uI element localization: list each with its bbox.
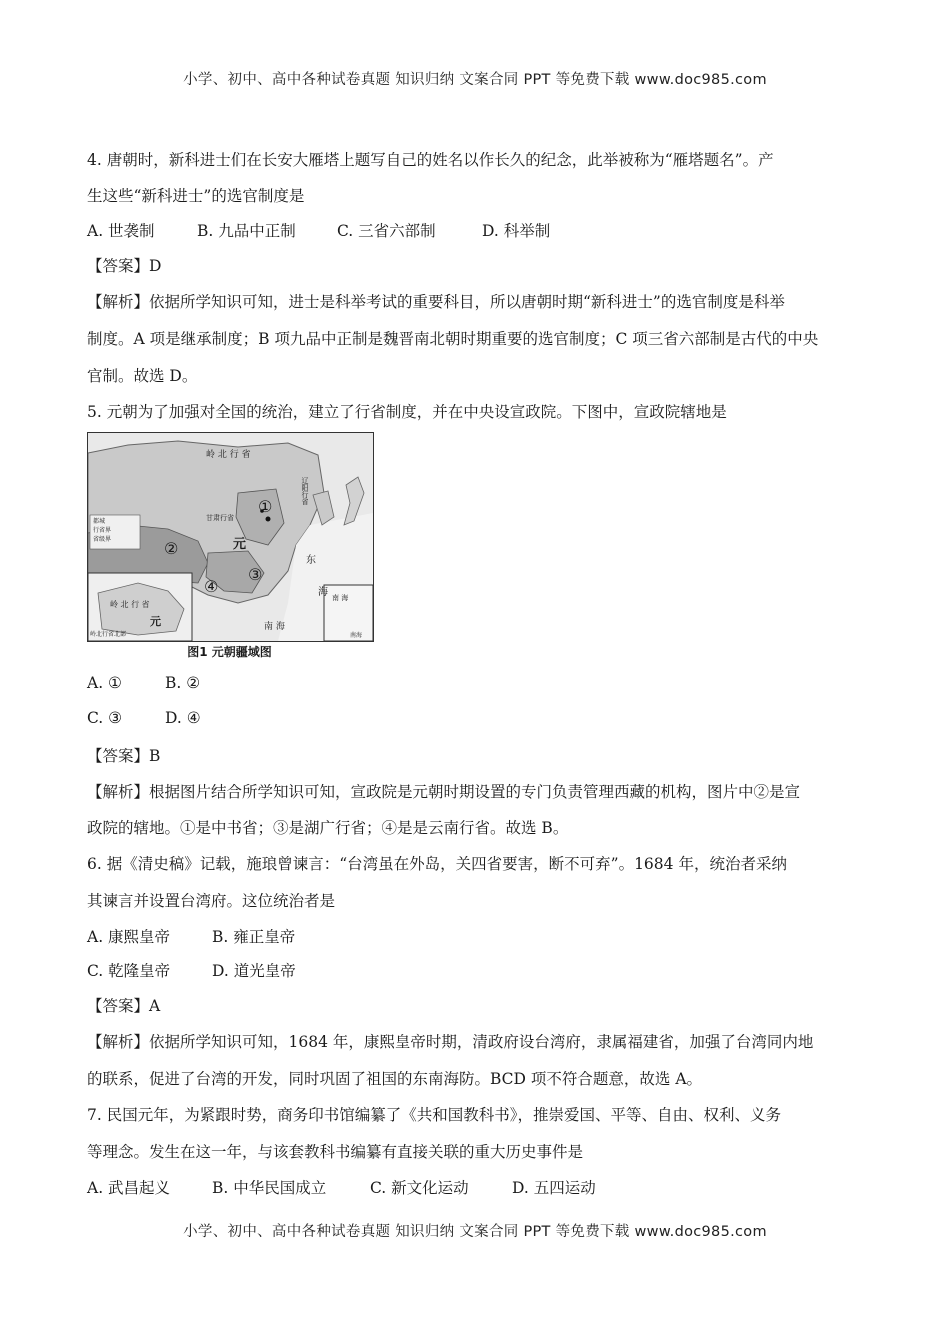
- map-label-yuan: 元: [233, 537, 247, 552]
- map-inset-caption: 岭北行省北部: [90, 631, 127, 638]
- q5-analysis-line1: 【解析】根据图片结合所学知识可知，宣政院是元朝时期设置的专门负责管理西藏的机构，图片中②是宣: [87, 783, 801, 801]
- q5-option-a: A. ①: [87, 674, 122, 692]
- map-caption: 图1 元朝疆域图: [187, 645, 272, 659]
- q6-analysis-line1: 【解析】依据所学知识可知，1684 年，康熙皇帝时期，清政府设台湾府，隶属福建省，加强了台湾同内地: [87, 1033, 814, 1051]
- q7-stem-line1: 7. 民国元年，为紧跟时势，商务印书馆编纂了《共和国教科书》，推崇爱国、平等、自由、权利、义务: [87, 1106, 781, 1124]
- q6-stem-line1: 6. 据《清史稿》记载，施琅曾谏言：“台湾虽在外岛，关四省要害，断不可弃”。1684 年，统治者采纳: [87, 855, 787, 873]
- map-inset-nanhai-box: 南海: [350, 632, 363, 639]
- map-label-nanhai: 南 海: [264, 622, 285, 632]
- map-marker-4: ④: [204, 577, 219, 596]
- map-label-gansu: 甘肃行省: [206, 514, 234, 522]
- q6-option-c: C. 乾隆皇帝: [87, 962, 171, 980]
- q7-stem-line2: 等理念。发生在这一年，与该套教科书编纂有直接关联的重大历史事件是: [87, 1143, 584, 1161]
- q5-option-c: C. ③: [87, 709, 123, 727]
- q6-option-b: B. 雍正皇帝: [212, 928, 296, 946]
- map-inset-yuan: 元: [150, 615, 161, 628]
- q4-option-a: A. 世袭制: [87, 222, 155, 240]
- map-label-dong: 东: [306, 555, 316, 566]
- q5-answer: 【答案】B: [87, 747, 161, 765]
- q6-options-row1: [87, 925, 295, 947]
- q7-option-c: C. 新文化运动: [370, 1179, 469, 1197]
- q4-analysis-line2: 制度。A 项是继承制度；B 项九品中正制是魏晋南北朝时期重要的选官制度；C 项三省六部制是古代的中央: [87, 330, 819, 348]
- map-label-lingbei: 岭 北 行 省: [206, 450, 251, 460]
- q4-option-d: D. 科举制: [482, 222, 551, 240]
- q6-option-d: D. 道光皇帝: [212, 962, 296, 980]
- q4-stem-line2: 生这些“新科进士”的选官制度是: [87, 187, 305, 205]
- q5-analysis-line2: 政院的辖地。①是中书省；③是湖广行省；④是是云南行省。故选 B。: [87, 819, 569, 837]
- q7-options: [87, 1176, 596, 1198]
- q4-option-b: B. 九品中正制: [197, 222, 296, 240]
- q5-option-b: B. ②: [165, 674, 201, 692]
- q6-answer: 【答案】A: [87, 997, 161, 1015]
- q5-options-row2: [87, 709, 201, 727]
- q5-options-row1: [87, 674, 200, 692]
- q6-option-a: A. 康熙皇帝: [87, 928, 171, 946]
- q4-answer: 【答案】D: [87, 257, 162, 275]
- q6-stem-line2: 其谏言并设置台湾府。这位统治者是: [87, 892, 336, 910]
- q4-analysis-line3: 官制。故选 D。: [87, 367, 198, 385]
- map-label-hai: 海: [318, 587, 328, 598]
- map-label-legend: 都城 行省界 省级界: [93, 518, 112, 543]
- q6-analysis-line2: 的联系，促进了台湾的开发，同时巩固了祖国的东南海防。BCD 项不符合题意，故选 A。: [87, 1070, 703, 1088]
- q5-option-d: D. ④: [165, 709, 201, 727]
- yuan-dynasty-map: [87, 432, 374, 642]
- q6-options-row2: [87, 959, 296, 981]
- map-marker-1: ①: [258, 497, 273, 516]
- q4-analysis-line1: 【解析】依据所学知识可知，进士是科举考试的重要科目，所以唐朝时期“新科进士”的选官制度是科举: [87, 293, 785, 311]
- map-inset-nanhai: 南 海: [332, 594, 349, 602]
- map-marker-2: ②: [164, 539, 179, 558]
- q7-option-b: B. 中华民国成立: [212, 1179, 327, 1197]
- page-footer: 小学、初中、高中各种试卷真题 知识归纳 文案合同 PPT 等免费下载 www.doc985.com: [183, 1224, 767, 1240]
- map-inset-lingbei: 岭 北 行 省: [110, 600, 150, 609]
- page-header: 小学、初中、高中各种试卷真题 知识归纳 文案合同 PPT 等免费下载 www.doc985.com: [183, 72, 767, 88]
- q7-option-a: A. 武昌起义: [87, 1179, 171, 1197]
- map-marker-3: ③: [248, 565, 263, 584]
- map-label-liaoyang: 辽阳行省: [301, 477, 309, 505]
- q5-stem-line1: 5. 元朝为了加强对全国的统治，建立了行省制度，并在中央设宣政院。下图中，宣政院辖地是: [87, 403, 727, 421]
- q4-options: [87, 219, 550, 241]
- q7-option-d: D. 五四运动: [512, 1179, 596, 1197]
- q4-option-c: C. 三省六部制: [337, 222, 436, 240]
- q4-stem-line1: 4. 唐朝时，新科进士们在长安大雁塔上题写自己的姓名以作长久的纪念，此举被称为“雁塔题名”。产: [87, 151, 774, 169]
